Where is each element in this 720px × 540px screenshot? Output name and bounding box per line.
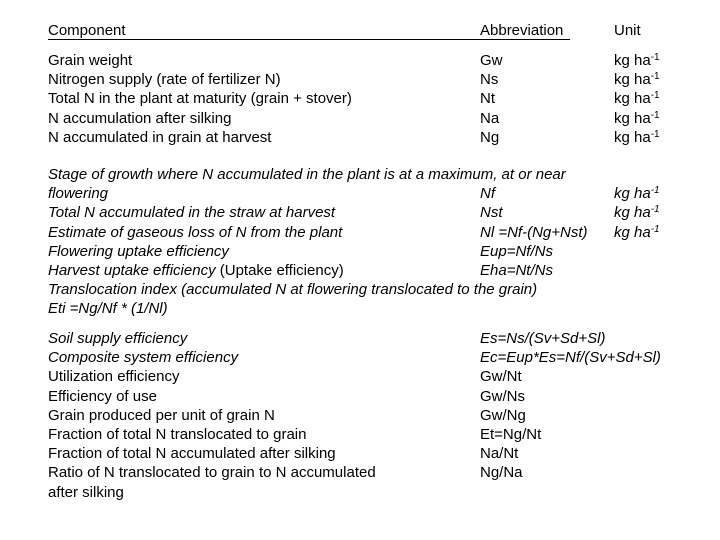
translocation-label: Translocation index (accumulated N at flowering translocated to the grain) <box>48 281 538 299</box>
table-row <box>48 128 708 147</box>
stage-line-1: Stage of growth where N accumulated in the plant is at a maximum, at or near <box>48 166 566 183</box>
table-row <box>48 70 708 89</box>
row-component: Composite system efficiency <box>48 349 239 367</box>
row-abbreviation: Gw/Ns <box>480 387 525 405</box>
table-row <box>48 203 708 222</box>
row-abbreviation: Na/Nt <box>480 445 519 463</box>
table-row <box>48 387 708 406</box>
row-abbreviation: Ng/Na <box>480 464 523 482</box>
header-component: Component <box>48 22 126 39</box>
row-unit: kg $ha^{-1}$ <box>614 223 660 241</box>
row-unit: kg $ha^{-1}$ <box>614 90 660 108</box>
row-component: Utilization efficiency <box>48 368 180 386</box>
row-component: Nitrogen supply (rate of fertilizer N) <box>48 71 281 89</box>
table-row <box>48 348 708 367</box>
table-row <box>48 51 708 70</box>
header-unit: Unit <box>614 22 641 39</box>
gaseous-label: Estimate of gaseous loss of N from the plant <box>48 223 343 241</box>
row-component: N accumulation after silking <box>48 109 232 127</box>
table-row <box>48 299 708 318</box>
table-row <box>48 444 708 463</box>
flowering-efficiency-abbreviation: Eup=Nf/Ns <box>480 242 553 260</box>
flowering-efficiency-label: Flowering uptake efficiency <box>48 242 229 260</box>
row-component: Ratio of N translocated to grain to N accumulated <box>48 464 376 482</box>
row-abbreviation: Ng <box>480 128 500 146</box>
row-component: Soil supply efficiency <box>48 330 188 347</box>
row-component: Fraction of total N translocated to grain <box>48 425 307 443</box>
section-basic-measures <box>48 51 708 147</box>
row-abbreviation: Gw/Ng <box>480 406 526 424</box>
table-row <box>48 109 708 128</box>
table-row <box>48 184 708 203</box>
gaseous-abbreviation: Nl =Nf-(Ng+Nst) <box>480 223 588 241</box>
table-row <box>48 89 708 108</box>
row-component-continuation: after silking <box>48 483 124 501</box>
row-component: Grain produced per unit of grain N <box>48 406 275 424</box>
section-efficiency-measures <box>48 329 708 502</box>
row-unit: kg $ha^{-1}$ <box>614 128 660 146</box>
row-abbreviation: Gw <box>480 52 503 69</box>
row-abbreviation: Ec=Eup*Es=Nf/(Sv+Sd+Sl) <box>480 349 661 367</box>
table-row <box>48 329 708 348</box>
row-component: Efficiency of use <box>48 387 157 405</box>
stage-abbreviation: Nf <box>480 185 495 203</box>
row-component: Grain weight <box>48 52 133 69</box>
table-row <box>48 242 708 261</box>
row-unit: kg $ha^{-1}$ <box>614 204 660 222</box>
row-component: N accumulated in grain at harvest <box>48 128 272 146</box>
header-abbreviation: Abbreviation <box>480 22 564 39</box>
row-abbreviation: Nt <box>480 90 495 108</box>
section-uptake-measures <box>48 165 708 319</box>
table-row <box>48 261 708 280</box>
straw-abbreviation: Nst <box>480 204 503 222</box>
row-unit: kg $ha^{-1}$ <box>614 52 660 69</box>
table-row <box>48 463 708 482</box>
table-row <box>48 223 708 242</box>
row-abbreviation: Et=Ng/Nt <box>480 425 542 443</box>
table-row <box>48 406 708 425</box>
row-abbreviation: Es=Ns/(Sv+Sd+Sl) <box>480 330 606 347</box>
translocation-formula: Eti =Ng/Nf * (1/Nl) <box>48 300 168 318</box>
row-abbreviation: Ns <box>480 71 499 89</box>
table-row <box>48 367 708 386</box>
row-unit: kg $ha^{-1}$ <box>614 71 660 89</box>
harvest-efficiency-label: Harvest uptake efficiency (Uptake efficiency) <box>48 261 344 279</box>
row-component: Total N in the plant at maturity (grain + stover) <box>48 90 352 108</box>
row-unit: kg $ha^{-1}$ <box>614 185 660 203</box>
straw-label: Total N accumulated in the straw at harvest <box>48 204 336 222</box>
table-row <box>48 280 708 299</box>
row-abbreviation: Gw/Nt <box>480 368 522 386</box>
harvest-efficiency-abbreviation: Eha=Nt/Ns <box>480 261 553 279</box>
table-row <box>48 483 708 502</box>
header-underline <box>48 39 570 40</box>
row-unit: kg $ha^{-1}$ <box>614 109 660 127</box>
stage-line-2: flowering <box>48 185 109 203</box>
row-abbreviation: Na <box>480 109 500 127</box>
row-component: Fraction of total N accumulated after silking <box>48 445 336 463</box>
table-row <box>48 425 708 444</box>
table-row <box>48 165 708 184</box>
